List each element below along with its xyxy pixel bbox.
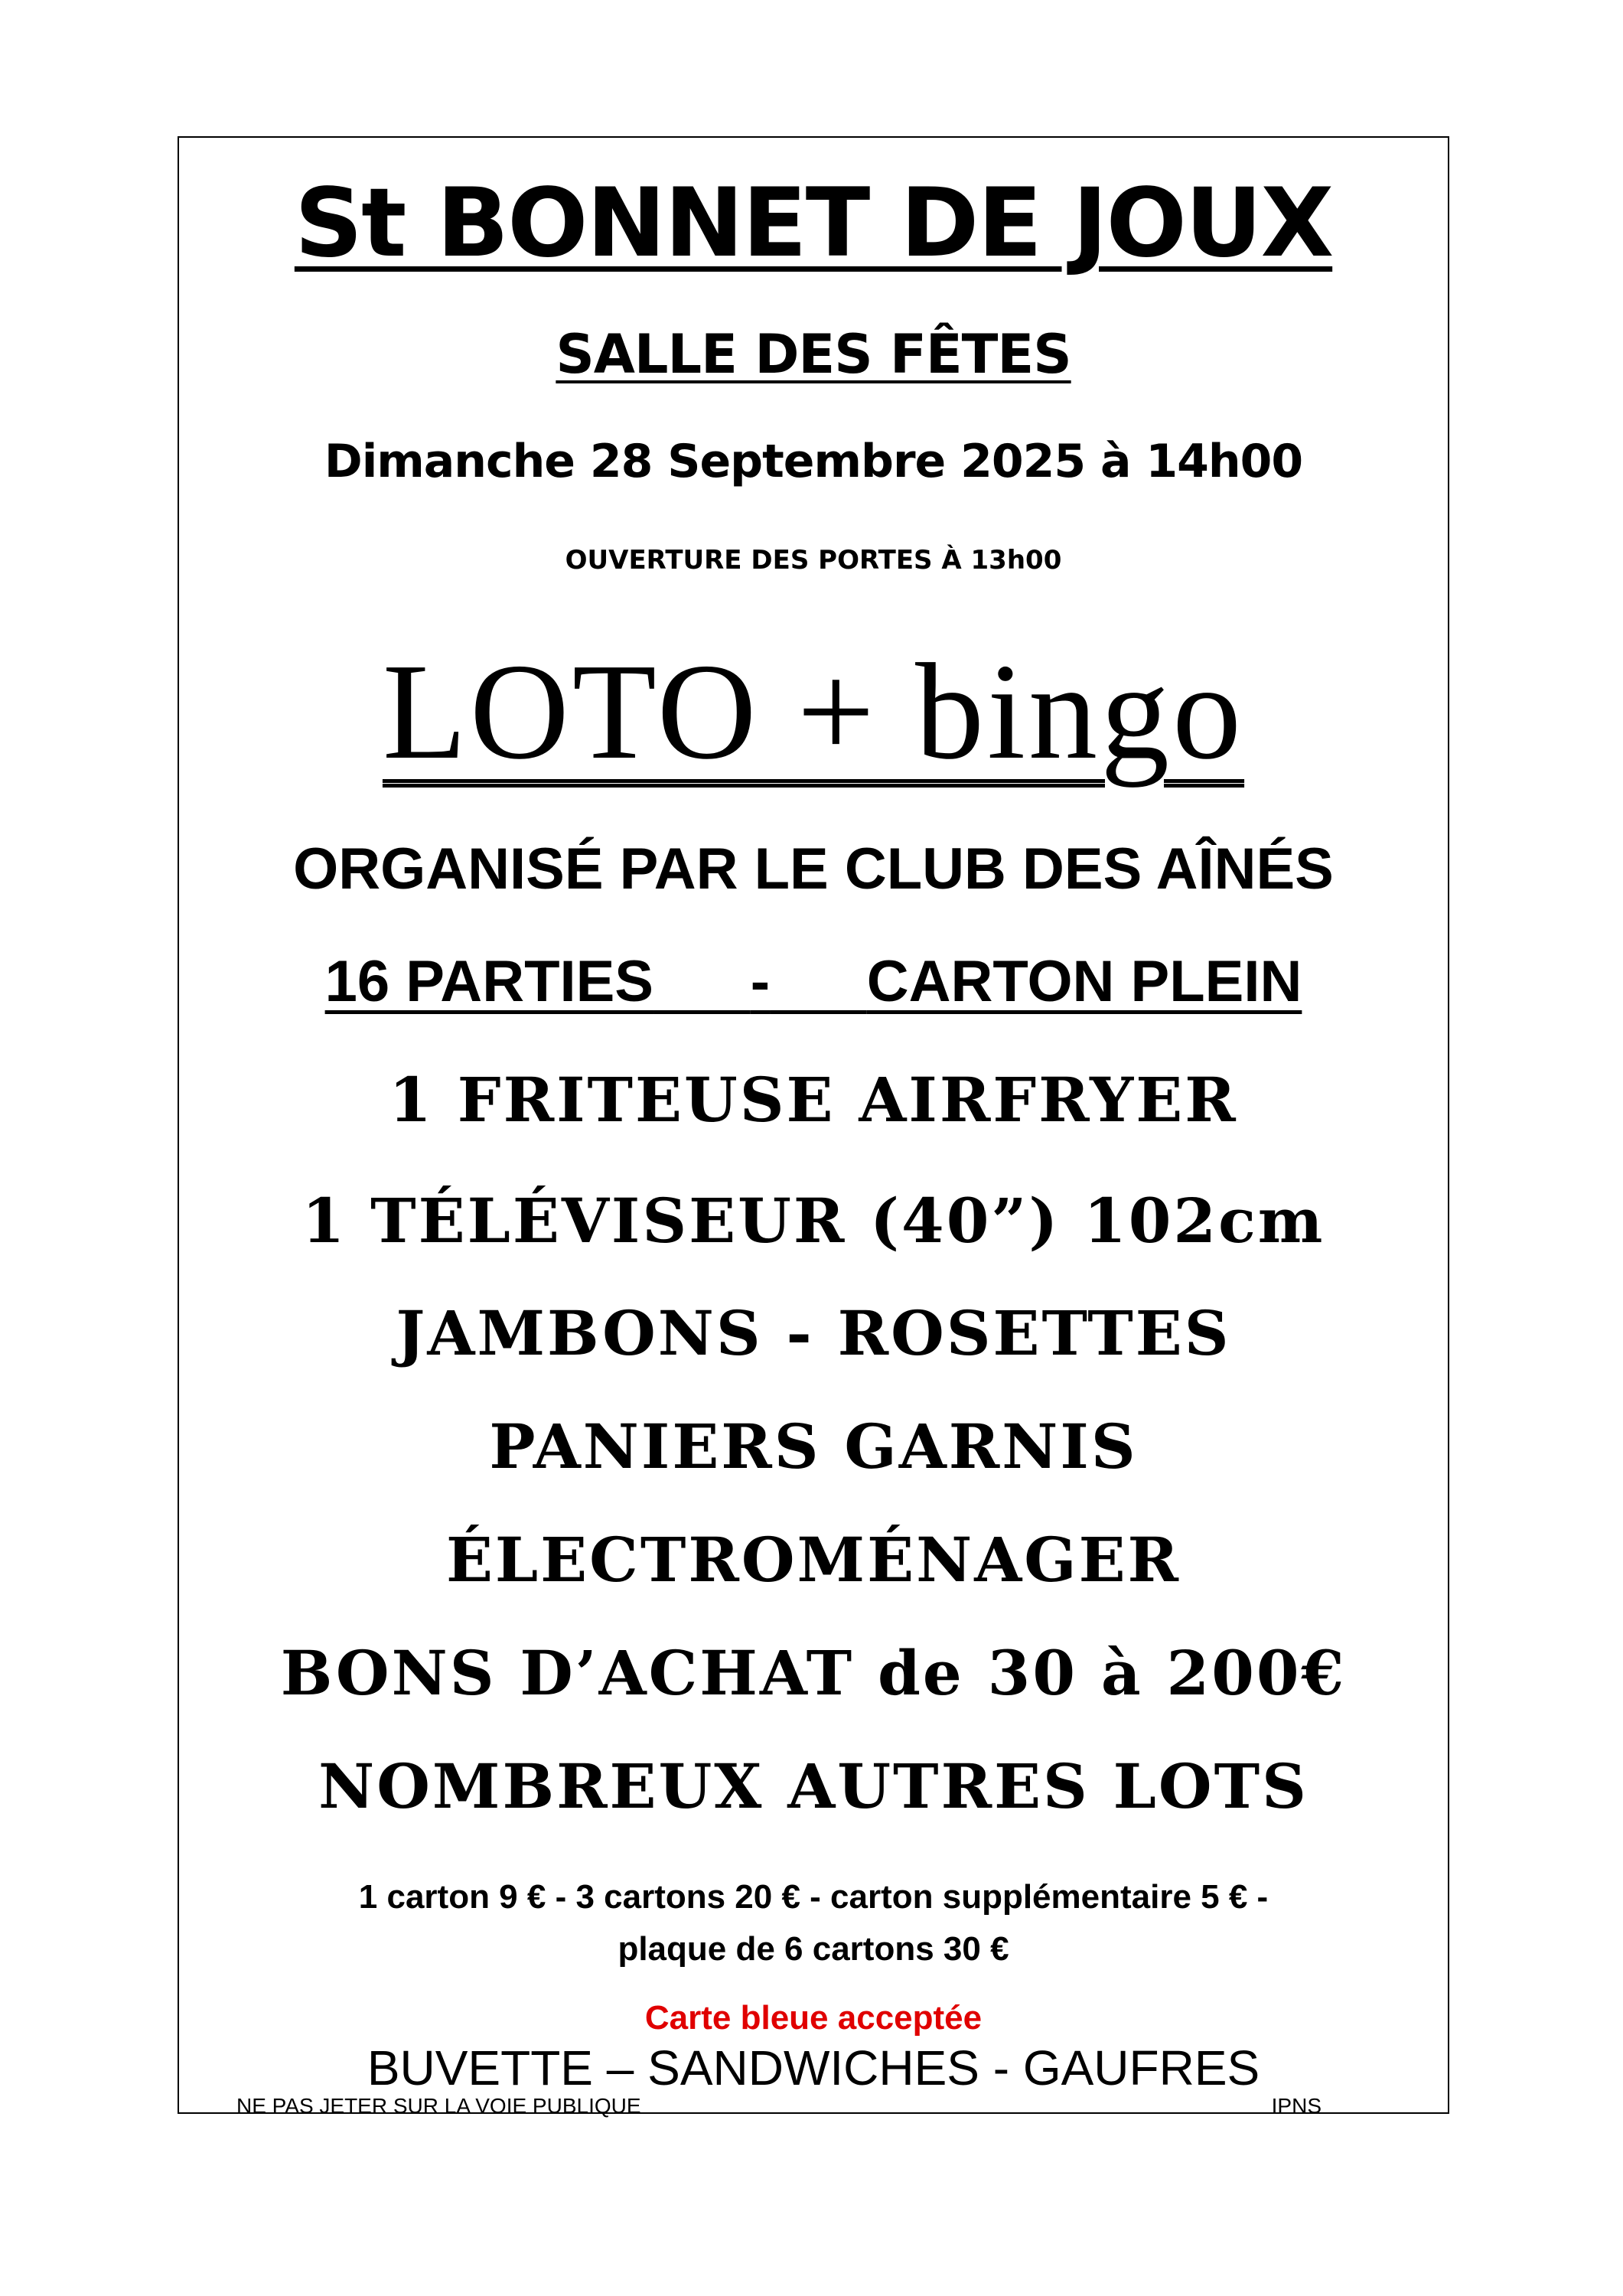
- games-carton: CARTON PLEIN: [866, 949, 1302, 1014]
- refreshments: BUVETTE – SANDWICHES - GAUFRES: [367, 2040, 1260, 2095]
- prize-item: JAMBONS - ROSETTES: [396, 1297, 1231, 1369]
- prize-item: NOMBREUX AUTRES LOTS: [318, 1750, 1309, 1822]
- games-separator: -: [750, 949, 771, 1014]
- prize-item: 1 TÉLÉVISEUR (40”) 102cm: [301, 1185, 1325, 1257]
- town-title: [179, 168, 1448, 279]
- pricing-block: [179, 1871, 1448, 1975]
- town-title-text: St BONNET DE JOUX: [294, 168, 1333, 279]
- footer-disposal-note: NE PAS JETER SUR LA VOIE PUBLIQUE: [236, 2094, 641, 2118]
- footer-ipns: IPNS: [1271, 2094, 1322, 2118]
- prize-item: 1 FRITEUSE AIRFRYER: [389, 1064, 1238, 1136]
- games-line: [179, 949, 1448, 1014]
- doors-opening: OUVERTURE DES PORTES À 13h00: [565, 545, 1062, 576]
- event-date: Dimanche 28 Septembre 2025 à 14h00: [324, 435, 1303, 488]
- venue-heading-text: SALLE DES FÊTES: [556, 323, 1071, 386]
- venue-heading: [179, 323, 1448, 386]
- event-name: [179, 635, 1448, 788]
- games-parties: 16 PARTIES: [324, 949, 654, 1014]
- pricing-line-2: plaque de 6 cartons 30 €: [618, 1930, 1009, 1968]
- prize-item: ÉLECTROMÉNAGER: [445, 1524, 1181, 1596]
- organizer: ORGANISÉ PAR LE CLUB DES AÎNÉS: [293, 837, 1334, 902]
- poster-frame: [178, 136, 1449, 2118]
- games-underlined: [325, 949, 1302, 1014]
- prize-item: BONS D’ACHAT de 30 à 200€: [280, 1637, 1347, 1709]
- pricing-line-1: 1 carton 9 € - 3 cartons 20 € - carton supplémentaire 5 € -: [358, 1878, 1269, 1916]
- card-payment-note: Carte bleue acceptée: [644, 1999, 983, 2037]
- event-name-text: LOTO + bingo: [382, 635, 1245, 788]
- prize-item: PANIERS GARNIS: [489, 1411, 1138, 1482]
